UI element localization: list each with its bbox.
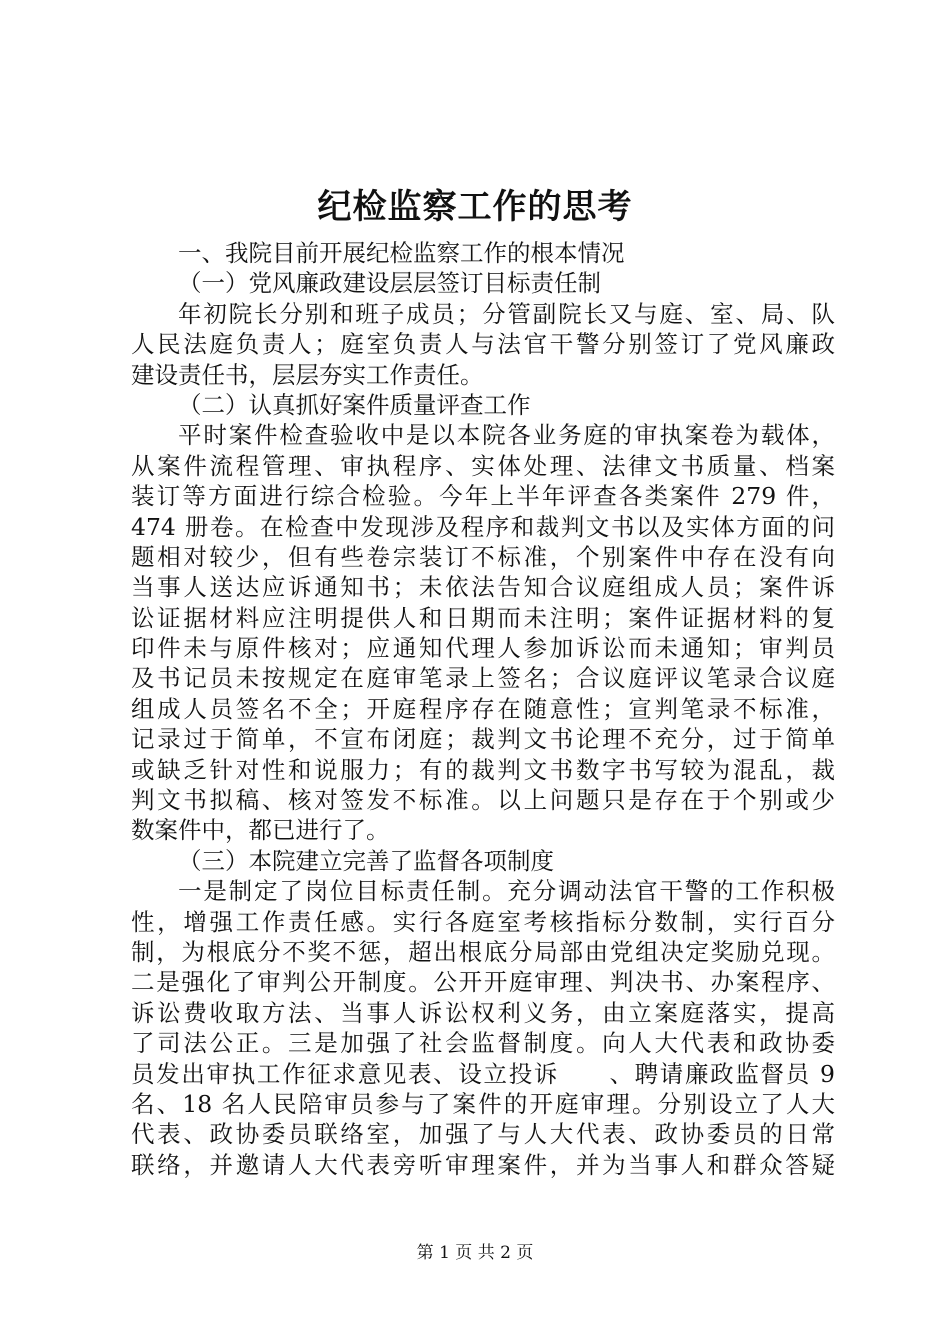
document-body [131,238,835,1180]
paragraph-line: 判文书拟稿、核对签发不标准。以上问题只是存在于个别或少 [131,786,835,815]
paragraph-line: 讼证据材料应注明提供人和日期而未注明；案件证据材料的复 [131,603,835,632]
paragraph-line: 名、18 名人民陪审员参与了案件的开庭审理。分别设立了人大 [131,1089,835,1118]
paragraph-line: 员发出审执工作征求意见表、设立投诉 、聘请廉政监督员 9 [131,1059,835,1088]
paragraph-line: 印件未与原件核对；应通知代理人参加诉讼而未通知；审判员 [131,634,835,663]
paragraph-line: 当事人送达应诉通知书；未依法告知合议庭组成人员；案件诉 [131,573,835,602]
paragraph-line: 了司法公正。三是加强了社会监督制度。向人大代表和政协委 [131,1029,835,1058]
paragraph-line: 制，为根底分不奖不惩，超出根底分局部由党组决定奖励兑现。 [131,937,835,966]
subsection-heading: （二）认真抓好案件质量评查工作 [178,390,531,419]
paragraph-line: 装订等方面进行综合检验。今年上半年评查各类案件 279 件， [131,482,835,511]
paragraph-line: 一是制定了岗位目标责任制。充分调动法官干警的工作积极 [178,877,835,906]
paragraph-line: 平时案件检查验收中是以本院各业务庭的审执案卷为载体， [178,421,835,450]
paragraph-line: 联络，并邀请人大代表旁听审理案件，并为当事人和群众答疑 [131,1150,835,1179]
paragraph-line: 题相对较少，但有些卷宗装订不标准，个别案件中存在没有向 [131,542,835,571]
paragraph-line: 建设责任书，层层夯实工作责任。 [131,360,484,389]
document-title: 纪检监察工作的思考 [317,187,633,227]
paragraph-line: 及书记员未按规定在庭审笔录上签名；合议庭评议笔录合议庭 [131,664,835,693]
section-heading: 一、我院目前开展纪检监察工作的根本情况 [178,239,625,267]
page-footer: 第 1 页 共 2 页 [416,1243,534,1263]
paragraph-line: 数案件中，都已进行了。 [131,816,390,845]
subsection-heading: （三）本院建立完善了监督各项制度 [178,846,554,875]
paragraph-line: 人民法庭负责人；庭室负责人与法官干警分别签订了党风廉政 [131,330,835,359]
paragraph-line: 诉讼费收取方法、当事人诉讼权利义务，由立案庭落实，提高 [131,998,835,1027]
paragraph-line: 或缺乏针对性和说服力；有的裁判文书数字书写较为混乱，裁 [131,755,835,784]
paragraph-line: 从案件流程管理、审执程序、实体处理、法律文书质量、档案 [131,451,835,480]
paragraph-line: 二是强化了审判公开制度。公开开庭审理、判决书、办案程序、 [131,968,835,997]
paragraph-line: 代表、政协委员联络室，加强了与人大代表、政协委员的日常 [131,1120,835,1149]
paragraph-line: 记录过于简单，不宣布闭庭；裁判文书论理不充分，过于简单 [131,725,835,754]
paragraph-line: 474 册卷。在检查中发现涉及程序和裁判文书以及实体方面的问 [131,512,835,541]
subsection-heading: （一）党风廉政建设层层签订目标责任制 [178,269,601,298]
paragraph-line: 组成人员签名不全；开庭程序存在随意性；宣判笔录不标准， [131,694,835,723]
paragraph-line: 性，增强工作责任感。实行各庭室考核指标分数制，实行百分 [131,907,835,936]
paragraph-line: 年初院长分别和班子成员；分管副院长又与庭、室、局、队 [178,299,835,328]
